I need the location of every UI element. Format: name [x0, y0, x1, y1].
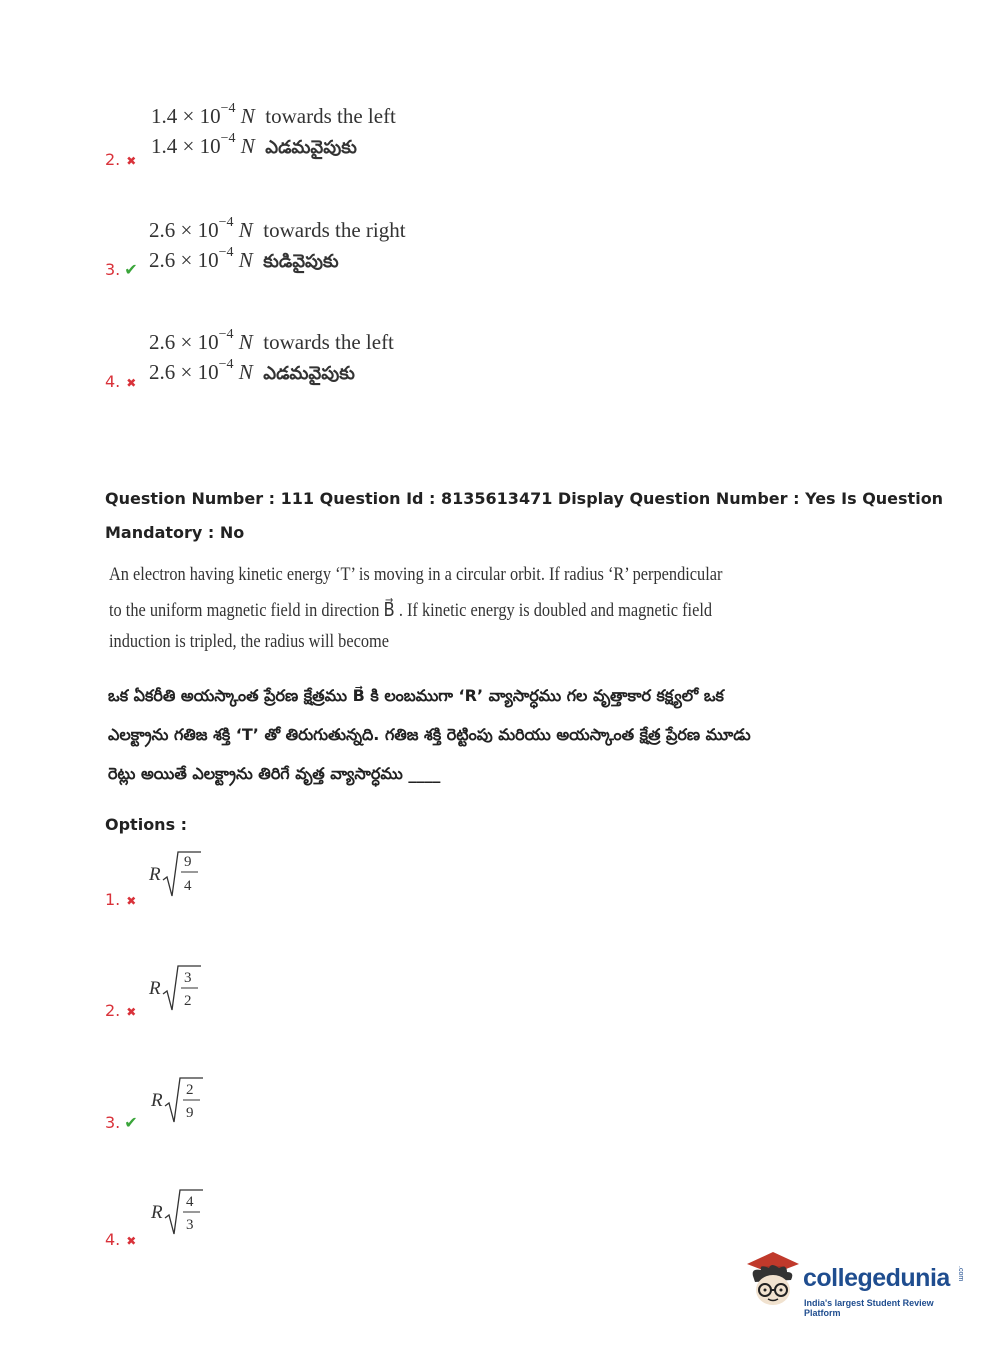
text: towards the right — [263, 218, 406, 242]
question-header: Question Number : 111 Question Id : 8135613471 Display Question Number : Yes Is Question — [105, 489, 944, 508]
option-number: 4. — [105, 372, 121, 391]
numerator: 9 — [184, 854, 192, 870]
value: 2.6 × 10 — [149, 330, 219, 354]
text: కుడివైపుకు — [263, 251, 339, 272]
unit: N — [238, 330, 253, 354]
variable: R — [151, 1090, 163, 1111]
option-number: 3. — [105, 1113, 121, 1132]
option-number: 1. — [105, 890, 121, 909]
unit: N — [240, 134, 255, 158]
value: 2.6 × 10 — [149, 360, 219, 384]
value: 2.6 × 10 — [149, 248, 219, 272]
eye-left — [764, 1289, 767, 1292]
text: ఎడమవైపుకు — [263, 363, 355, 384]
question-telugu-line-3: రెట్లు అయితే ఎలక్ట్రాను తిరిగే వృత్త వ్యాసార్ధము ____ — [108, 764, 441, 783]
option-2-formula — [145, 960, 205, 1014]
denominator: 3 — [186, 1217, 194, 1233]
cross-icon: ✖ — [126, 894, 137, 908]
collegedunia-logo — [741, 1250, 971, 1320]
numerator: 2 — [186, 1082, 194, 1098]
prev-option-4-label — [105, 372, 136, 391]
value: 1.4 × 10 — [151, 134, 221, 158]
question-telugu-line-1: ఒక ఏకరీతి అయస్కాంత ప్రేరణ క్షేత్రము B⃗ కి లంబముగా ‘R’ వ్యాసార్ధము గల వృత్తాకార కక్ష్యలో ఒక — [108, 686, 724, 705]
option-number: 3. — [105, 260, 121, 279]
denominator: 4 — [184, 878, 192, 894]
logo-suffix: .com — [957, 1266, 964, 1282]
check-icon: ✔ — [124, 260, 138, 279]
option-number: 2. — [105, 150, 121, 169]
value: 2.6 × 10 — [149, 218, 219, 242]
logo-name: collegedunia — [803, 1264, 950, 1292]
text: towards the left — [263, 330, 394, 354]
variable: R — [151, 1202, 163, 1223]
question-english-line-2: to the uniform magnetic field in direction B⃗ . If kinetic energy is doubled and magnetic field — [109, 600, 713, 621]
numerator: 3 — [184, 970, 192, 986]
prev-option-4-line2 — [149, 357, 355, 388]
variable: R — [149, 864, 161, 885]
numerator: 4 — [186, 1194, 194, 1210]
eye-right — [780, 1289, 783, 1292]
option-3-formula — [147, 1072, 207, 1126]
denominator: 9 — [186, 1105, 194, 1121]
exponent: −4 — [218, 215, 234, 230]
denominator: 2 — [184, 993, 192, 1009]
variable: R — [149, 978, 161, 999]
option-4-formula — [147, 1184, 207, 1238]
unit: N — [240, 104, 255, 128]
check-icon: ✔ — [124, 1113, 138, 1132]
exponent: −4 — [218, 357, 234, 372]
exponent: −4 — [220, 101, 236, 116]
value: 1.4 × 10 — [151, 104, 221, 128]
prev-option-3-label — [105, 260, 138, 279]
question-english-line-3: induction is tripled, the radius will become — [109, 631, 389, 652]
prev-option-2-line2 — [151, 131, 357, 162]
exponent: −4 — [218, 327, 234, 342]
option-1-formula — [145, 846, 205, 900]
prev-option-2-label — [105, 150, 136, 169]
unit: N — [238, 218, 253, 242]
cross-icon: ✖ — [126, 1005, 137, 1019]
option-2-label — [105, 1001, 136, 1020]
prev-option-2-line1 — [151, 101, 396, 129]
prev-option-3-line2 — [149, 245, 339, 276]
prev-option-4-line1 — [149, 327, 394, 355]
prev-option-3-line1 — [149, 215, 406, 243]
exponent: −4 — [220, 131, 236, 146]
logo-tagline: India's largest Student Review Platform — [804, 1298, 934, 1318]
cross-icon: ✖ — [126, 154, 137, 168]
cross-icon: ✖ — [126, 376, 137, 390]
radical-sign — [163, 852, 201, 896]
mascot-icon — [741, 1250, 803, 1316]
options-label: Options : — [105, 815, 188, 834]
unit: N — [238, 360, 253, 384]
option-1-label — [105, 890, 136, 909]
unit: N — [238, 248, 253, 272]
exponent: −4 — [218, 245, 234, 260]
option-4-label — [105, 1230, 136, 1249]
text: towards the left — [265, 104, 396, 128]
question-mandatory: Mandatory : No — [105, 523, 245, 542]
question-telugu-line-2: ఎలక్ట్రాను గతిజ శక్తి ‘T’ తో తిరుగుతున్నది. గతిజ శక్తి రెట్టింపు మరియు అయస్కాంత క్షేత్ర ప్రేరణ మూడు — [108, 725, 751, 744]
option-3-label — [105, 1113, 138, 1132]
text: ఎడమవైపుకు — [265, 137, 357, 158]
option-number: 2. — [105, 1001, 121, 1020]
cross-icon: ✖ — [126, 1234, 137, 1248]
option-number: 4. — [105, 1230, 121, 1249]
question-english-line-1: An electron having kinetic energy ‘T’ is moving in a circular orbit. If radius ‘R’ perpendicular — [109, 564, 723, 585]
